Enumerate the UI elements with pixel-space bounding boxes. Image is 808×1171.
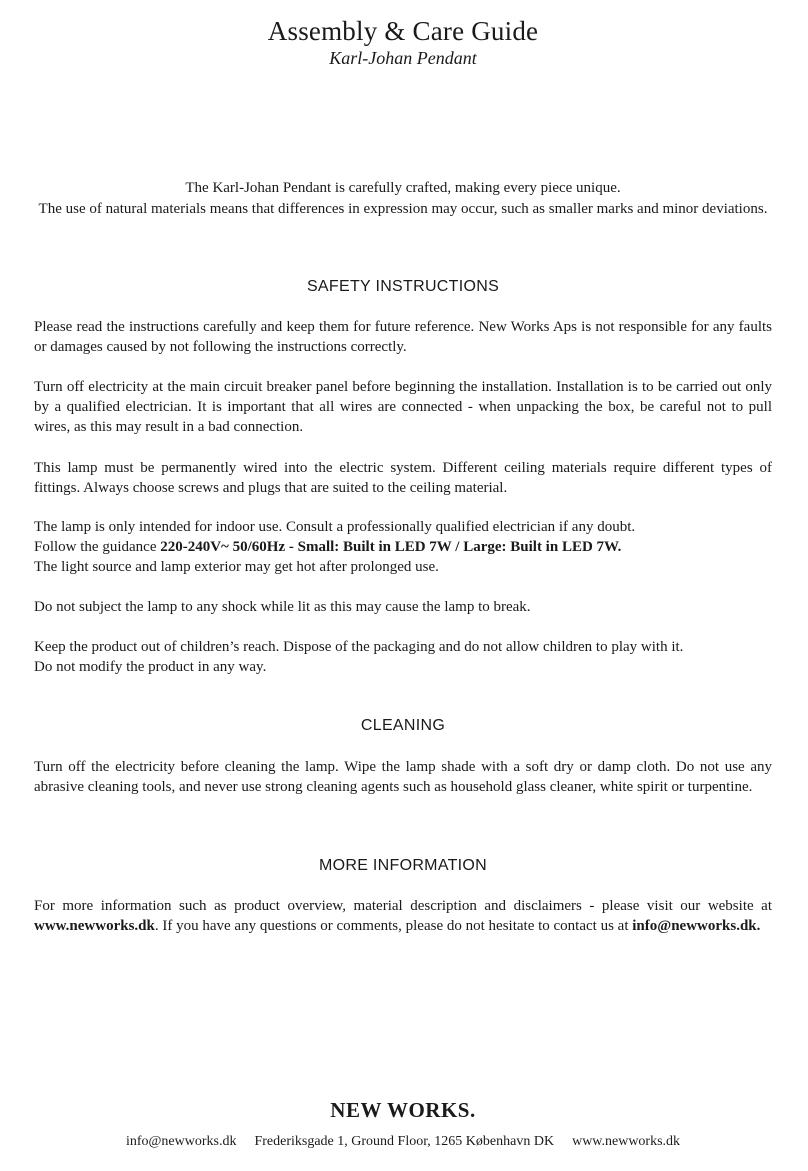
safety-paragraph-4 xyxy=(34,517,772,577)
safety-paragraph-1: Please read the instructions carefully and keep them for future reference. New Works Aps is not responsible for any faults or damages caused by not following the instructions correctly. xyxy=(34,319,772,355)
safety-paragraph-3: This lamp must be permanently wired into the electric system. Different ceiling materials require different types of fittings. Always choose screws and plugs that are suited to the ceiling material. xyxy=(34,460,772,496)
cleaning-heading: CLEANING xyxy=(360,717,446,734)
email-link[interactable]: info@newworks.dk. xyxy=(632,918,761,934)
website-link[interactable]: www.newworks.dk xyxy=(34,918,155,934)
safety-p4-line-1: The lamp is only intended for indoor use. Consult a professionally qualified electrician if any doubt. xyxy=(34,519,636,535)
guidance-prefix: Follow the guidance xyxy=(34,539,161,555)
footer-email[interactable]: info@newworks.dk xyxy=(125,1134,237,1149)
footer-website[interactable]: www.newworks.dk xyxy=(572,1134,681,1149)
more-info-paragraph xyxy=(34,896,772,936)
safety-heading: SAFETY INSTRUCTIONS xyxy=(306,278,500,295)
safety-p6-line-2: Do not modify the product in any way. xyxy=(34,659,267,675)
cleaning-paragraph: Turn off the electricity before cleaning the lamp. Wipe the lamp shade with a soft dry or damp cloth. Do not use any abrasive cleaning tools, and never use strong cleaning agents such as household glass cleaner, white spirit or turpentine. xyxy=(34,759,772,795)
document-page xyxy=(34,0,772,1171)
safety-p6-line-1: Keep the product out of children’s reach. Dispose of the packaging and do not allow children to play with it. xyxy=(34,639,684,655)
more-info-heading: MORE INFORMATION xyxy=(318,857,488,874)
safety-p4-line-3: The light source and lamp exterior may get hot after prolonged use. xyxy=(34,559,439,575)
page-subtitle: Karl-Johan Pendant xyxy=(329,48,477,68)
safety-paragraph-6 xyxy=(34,637,772,677)
more-info-text-1: For more information such as product overview, material description and disclaimers - please visit our website at xyxy=(34,898,772,914)
safety-paragraph-2: Turn off electricity at the main circuit breaker panel before beginning the installation. Installation is to be carried out only by a qualified electrician. It is important that all wires are connected - when unpacking the box, be careful not to pull wires, as this may result in a bad connection. xyxy=(34,379,772,435)
intro-line-2: The use of natural materials means that differences in expression may occur, such as smaller marks and minor deviations. xyxy=(38,201,768,217)
page-title: Assembly & Care Guide xyxy=(267,16,539,46)
intro-line-1: The Karl-Johan Pendant is carefully crafted, making every piece unique. xyxy=(185,180,621,196)
safety-paragraph-5: Do not subject the lamp to any shock while lit as this may cause the lamp to break. xyxy=(34,599,531,615)
footer-contact xyxy=(34,1133,772,1151)
guidance-specs: 220-240V~ 50/60Hz - Small: Built in LED 7W / Large: Built in LED 7W. xyxy=(160,539,622,555)
more-info-text-2: . If you have any questions or comments, please do not hesitate to contact us at xyxy=(154,918,633,934)
intro-text xyxy=(34,178,772,220)
footer-address: Frederiksgade 1, Ground Floor, 1265 København DK xyxy=(254,1134,555,1149)
brand-logo: NEW WORKS. xyxy=(330,1098,476,1122)
safety-p4-line-2 xyxy=(34,537,772,557)
